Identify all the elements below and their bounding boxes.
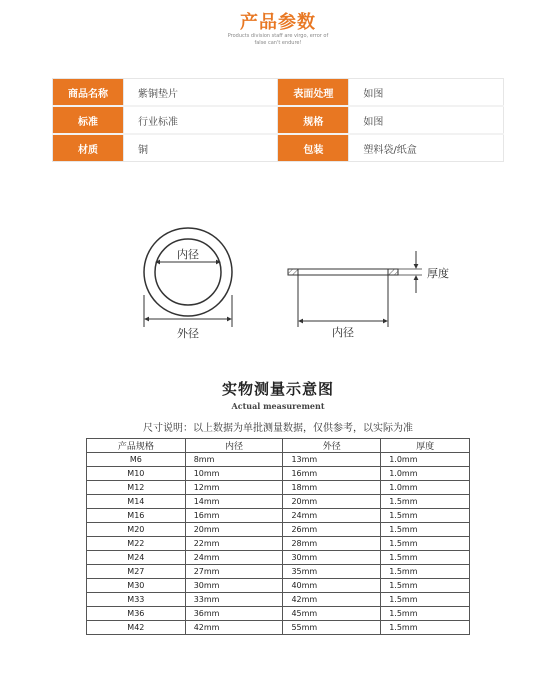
table-cell: 1.0mm bbox=[381, 467, 470, 481]
param-key: 商品名称 bbox=[53, 79, 124, 107]
table-cell: 1.5mm bbox=[381, 551, 470, 565]
table-cell: 28mm bbox=[283, 537, 381, 551]
table-cell: M24 bbox=[87, 551, 186, 565]
washer-diagram bbox=[0, 205, 556, 355]
param-value: 如图 bbox=[349, 79, 504, 107]
table-cell: 26mm bbox=[283, 523, 381, 537]
param-value: 塑料袋/纸盒 bbox=[349, 134, 504, 162]
param-key: 标准 bbox=[53, 106, 124, 134]
product-params-table bbox=[52, 78, 504, 162]
table-cell: 27mm bbox=[185, 565, 283, 579]
page-subtitle bbox=[0, 33, 556, 47]
table-cell: 14mm bbox=[185, 495, 283, 509]
table-cell: 1.5mm bbox=[381, 523, 470, 537]
table-cell: 33mm bbox=[185, 593, 283, 607]
table-cell: 16mm bbox=[185, 509, 283, 523]
column-header: 内径 bbox=[185, 439, 283, 453]
washer-side-view bbox=[288, 251, 449, 339]
table-cell: 55mm bbox=[283, 621, 381, 635]
table-cell: M27 bbox=[87, 565, 186, 579]
table-cell: 10mm bbox=[185, 467, 283, 481]
table-cell: M36 bbox=[87, 607, 186, 621]
table-cell: 24mm bbox=[283, 509, 381, 523]
param-value: 铜 bbox=[124, 134, 278, 162]
table-row bbox=[87, 593, 470, 607]
table-row bbox=[87, 607, 470, 621]
param-key: 材质 bbox=[53, 134, 124, 162]
table-cell: 1.5mm bbox=[381, 565, 470, 579]
param-key: 包装 bbox=[278, 134, 349, 162]
param-value: 紫铜垫片 bbox=[124, 79, 278, 107]
table-cell: 8mm bbox=[185, 453, 283, 467]
table-cell: M42 bbox=[87, 621, 186, 635]
size-table-header bbox=[87, 439, 470, 453]
size-table bbox=[86, 438, 470, 635]
table-cell: 20mm bbox=[283, 495, 381, 509]
table-row bbox=[87, 537, 470, 551]
table-cell: 30mm bbox=[283, 551, 381, 565]
table-row bbox=[87, 565, 470, 579]
table-row bbox=[87, 481, 470, 495]
table-cell: M10 bbox=[87, 467, 186, 481]
param-key: 表面处理 bbox=[278, 79, 349, 107]
washer-front-view bbox=[144, 228, 232, 340]
table-cell: 16mm bbox=[283, 467, 381, 481]
table-cell: M22 bbox=[87, 537, 186, 551]
table-row bbox=[87, 621, 470, 635]
page-title: 产品参数 bbox=[240, 12, 316, 33]
table-cell: M30 bbox=[87, 579, 186, 593]
params-row bbox=[53, 134, 504, 162]
table-cell: 1.0mm bbox=[381, 481, 470, 495]
table-row bbox=[87, 467, 470, 481]
params-row bbox=[53, 79, 504, 107]
thickness-label: 厚度 bbox=[427, 267, 449, 280]
table-row bbox=[87, 551, 470, 565]
table-cell: M16 bbox=[87, 509, 186, 523]
table-cell: 36mm bbox=[185, 607, 283, 621]
column-header: 产品规格 bbox=[87, 439, 186, 453]
inner-diameter-label: 内径 bbox=[177, 248, 199, 261]
table-cell: 1.5mm bbox=[381, 607, 470, 621]
table-cell: 1.0mm bbox=[381, 453, 470, 467]
table-cell: M6 bbox=[87, 453, 186, 467]
table-cell: M20 bbox=[87, 523, 186, 537]
param-value: 如图 bbox=[349, 106, 504, 134]
table-cell: 45mm bbox=[283, 607, 381, 621]
table-cell: 1.5mm bbox=[381, 509, 470, 523]
table-cell: 42mm bbox=[283, 593, 381, 607]
table-cell: 1.5mm bbox=[381, 495, 470, 509]
table-row bbox=[87, 509, 470, 523]
column-header: 外径 bbox=[283, 439, 381, 453]
table-cell: 1.5mm bbox=[381, 579, 470, 593]
table-cell: 42mm bbox=[185, 621, 283, 635]
side-inner-diameter-label: 内径 bbox=[332, 326, 354, 339]
size-note: 尺寸说明：以上数据为单批测量数据，仅供参考，以实际为准 bbox=[143, 423, 413, 434]
table-cell: 24mm bbox=[185, 551, 283, 565]
table-cell: 13mm bbox=[283, 453, 381, 467]
table-cell: M14 bbox=[87, 495, 186, 509]
table-cell: 22mm bbox=[185, 537, 283, 551]
column-header: 厚度 bbox=[381, 439, 470, 453]
outer-diameter-label: 外径 bbox=[177, 327, 199, 340]
table-cell: 20mm bbox=[185, 523, 283, 537]
param-value: 行业标准 bbox=[124, 106, 278, 134]
table-cell: 40mm bbox=[283, 579, 381, 593]
table-cell: 12mm bbox=[185, 481, 283, 495]
subtitle-line-1: Products division staff are virgo, error of bbox=[227, 33, 329, 39]
param-key: 规格 bbox=[278, 106, 349, 134]
table-cell: M12 bbox=[87, 481, 186, 495]
table-cell: 1.5mm bbox=[381, 593, 470, 607]
table-row bbox=[87, 495, 470, 509]
table-cell: 35mm bbox=[283, 565, 381, 579]
table-cell: 30mm bbox=[185, 579, 283, 593]
section-title: 实物测量示意图 bbox=[221, 380, 334, 398]
table-row bbox=[87, 579, 470, 593]
params-row bbox=[53, 106, 504, 134]
table-cell: 1.5mm bbox=[381, 621, 470, 635]
table-row bbox=[87, 453, 470, 467]
table-cell: M33 bbox=[87, 593, 186, 607]
table-row bbox=[87, 523, 470, 537]
table-cell: 18mm bbox=[283, 481, 381, 495]
subtitle-line-2: false can't endure! bbox=[254, 40, 302, 46]
section-subtitle: Actual measurement bbox=[231, 401, 325, 411]
size-table-body bbox=[87, 453, 470, 635]
table-cell: 1.5mm bbox=[381, 537, 470, 551]
